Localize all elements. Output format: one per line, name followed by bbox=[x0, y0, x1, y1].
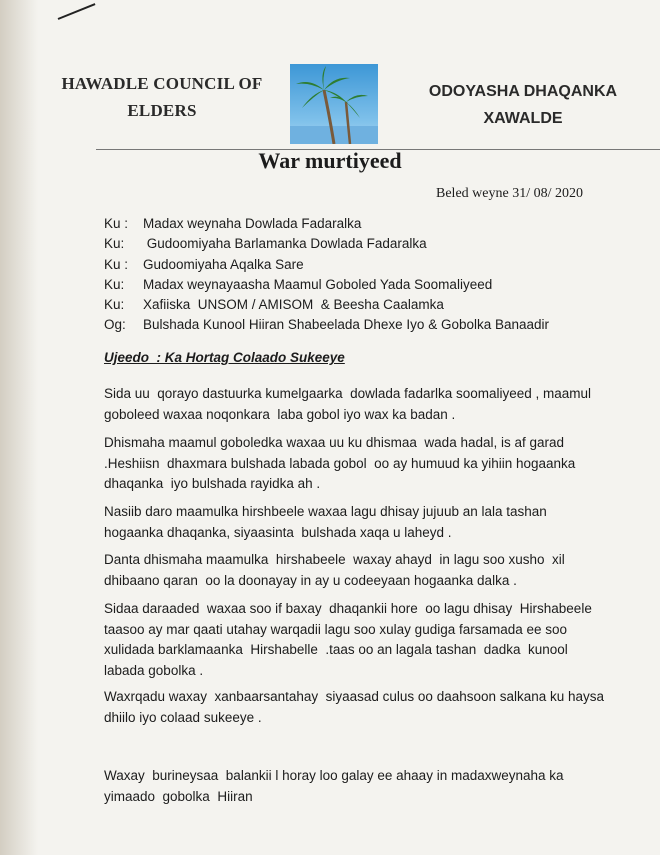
addressee-row bbox=[104, 255, 549, 275]
paragraph-line: .Heshiisn dhaxmara bulshada labada gobol oo ay humuud ka yihiin hogaanka bbox=[104, 455, 576, 471]
paragraph-line: labada gobolka . bbox=[104, 662, 204, 678]
body-paragraph bbox=[104, 599, 604, 681]
paragraph-line: dhibaano qaran oo la doonayay in ay u codeeyaan hogaanka dalka . bbox=[104, 572, 517, 588]
body-paragraph bbox=[104, 502, 604, 543]
body-paragraph bbox=[104, 550, 604, 591]
addressee-text: Bulshada Kunool Hiiran Shabeelada Dhexe Iyo & Gobolka Banaadir bbox=[143, 317, 550, 333]
paragraph-line: Sida uu qorayo dastuurka kumelgaarka dowlada fadarlka soomaliyeed , maamul bbox=[104, 386, 592, 401]
paragraph-line: Waxay burineysaa balankii l horay loo galay ee ahaay in madaxweynaha ka bbox=[104, 768, 564, 783]
document-title: War murtiyeed bbox=[258, 148, 402, 173]
body-paragraph bbox=[104, 687, 604, 728]
council-name-line-1: HAWADLE COUNCIL OF bbox=[61, 74, 263, 93]
paragraph-line: Waxrqadu waxay xanbaarsantahay siyaasad culus oo daahsoon salkana ku haysa bbox=[104, 689, 605, 704]
pen-mark bbox=[58, 3, 96, 20]
subject-line: Ujeedo : Ka Hortag Colaado Sukeeye bbox=[104, 350, 345, 365]
addressee-list bbox=[104, 214, 549, 336]
paragraph-line: xulidada barklamaanka Hirshabelle .taas oo an lagala tashan dadka kunool bbox=[104, 642, 568, 657]
addressee-code: Ku: bbox=[104, 236, 125, 252]
paragraph-line: dhaqanka iyo bulshada rayidka ah . bbox=[104, 476, 321, 491]
body-paragraph bbox=[104, 766, 604, 807]
paragraph-line: hogaanka dhaqanka, siyaasinta bulshada xaqa u laheyd . bbox=[104, 524, 452, 540]
page-shadow bbox=[0, 0, 38, 855]
addressee-text: Madax weynaha Dowlada Fadaralka bbox=[143, 216, 362, 231]
elders-org-name bbox=[418, 78, 628, 132]
body-paragraph bbox=[104, 433, 604, 495]
paragraph-line: Danta dhismaha maamulka hirshabeele waxay ahayd in lagu soo xusho xil bbox=[104, 552, 565, 567]
elders-org-name-line-2: XAWALDE bbox=[483, 110, 563, 127]
addressee-code: Ku: bbox=[104, 276, 125, 292]
paragraph-line: taasoo ay mar qaati utahay warqadii lagu soo xulay gudiga farsamada ee soo bbox=[104, 621, 568, 637]
addressee-code: Ku : bbox=[104, 256, 129, 272]
addressee-code: Og: bbox=[104, 317, 126, 333]
elders-org-name-line-1: ODOYASHA DHAQANKA bbox=[428, 83, 618, 100]
addressee-code: Ku: bbox=[104, 297, 125, 313]
addressee-text: Madax weynayaasha Maamul Goboled Yada Soomaliyeed bbox=[143, 276, 493, 292]
addressee-row bbox=[104, 315, 549, 335]
addressee-row bbox=[104, 214, 549, 234]
addressee-row bbox=[104, 295, 549, 315]
paragraph-line: Nasiib daro maamulka hirshbeele waxaa lagu dhisay jujuub an lala tashan bbox=[104, 504, 547, 519]
paragraph-line: Dhismaha maamul goboledka waxaa uu ku dhismaa wada hadal, is af garad bbox=[104, 435, 565, 450]
addressee-row bbox=[104, 275, 549, 295]
paragraph-line: goboleed waxaa noqonkara laba gobol iyo wax ka badan . bbox=[104, 406, 456, 422]
addressee-code: Ku : bbox=[104, 216, 129, 231]
body-paragraph bbox=[104, 384, 604, 425]
addressee-row bbox=[104, 234, 549, 254]
council-name bbox=[42, 70, 282, 124]
palm-tree-logo bbox=[290, 64, 378, 144]
council-name-line-2: ELDERS bbox=[127, 101, 197, 120]
paragraph-line: yimaado gobolka Hiiran bbox=[104, 788, 253, 804]
document-date: Beled weyne 31/ 08/ 2020 bbox=[436, 186, 583, 201]
addressee-text: Gudoomiyaha Aqalka Sare bbox=[143, 256, 304, 272]
paragraph-line: dhiilo iyo colaad sukeeye . bbox=[104, 709, 262, 725]
addressee-text: Xafiiska UNSOM / AMISOM & Beesha Caalamka bbox=[143, 297, 444, 313]
addressee-text: Gudoomiyaha Barlamanka Dowlada Fadaralka bbox=[143, 236, 427, 252]
paragraph-line: Sidaa daraaded waxaa soo if baxay dhaqankii hore oo lagu dhisay Hirshabeele bbox=[104, 601, 592, 616]
